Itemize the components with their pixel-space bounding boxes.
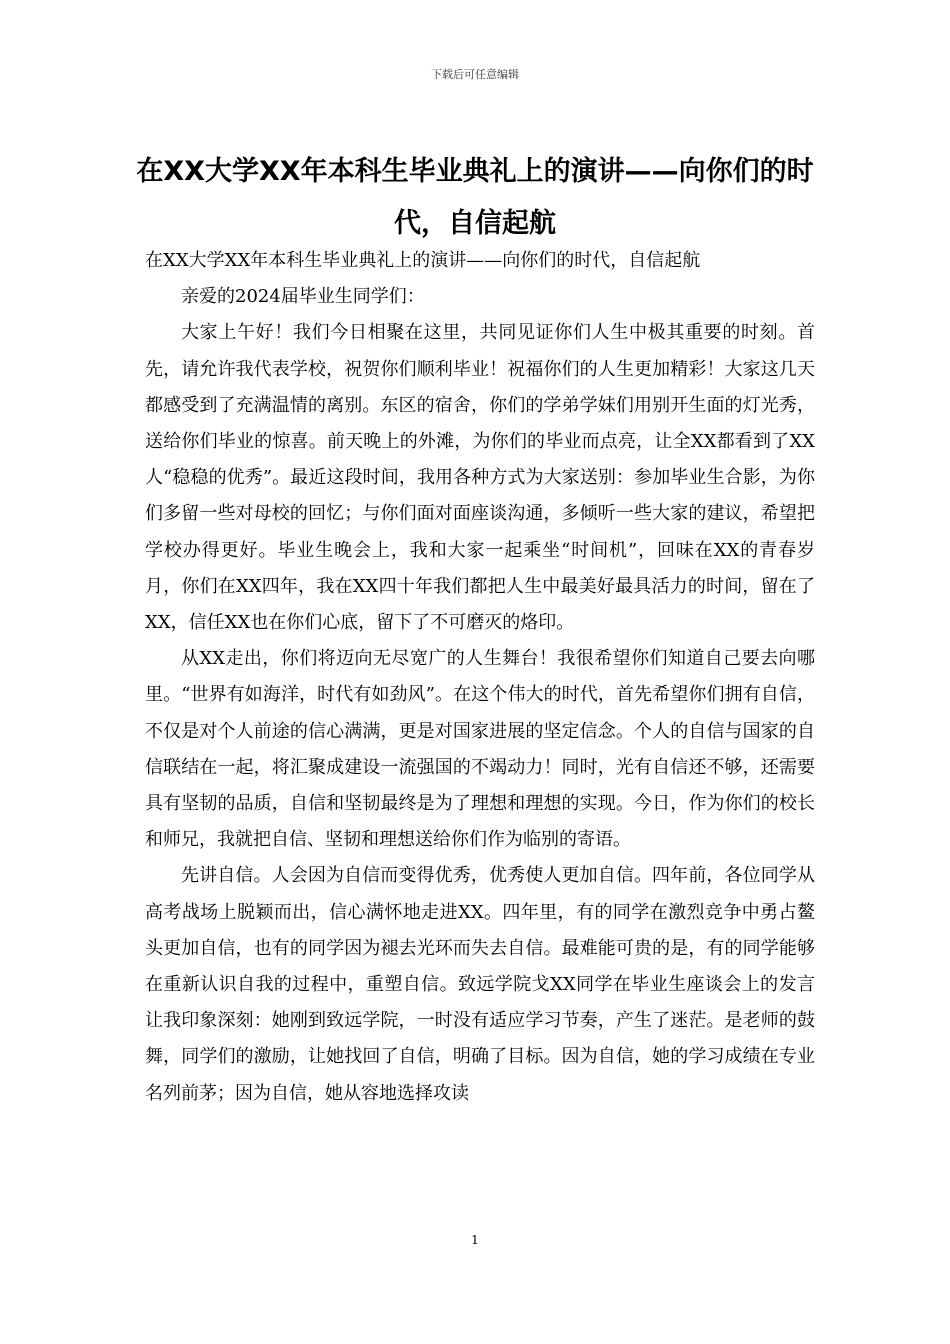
paragraph: 从XX走出，你们将迈向无尽宽广的人生舞台！我很希望你们知道自己要去向哪里。“世界有如海洋，时代有如劲风”。在这个伟大的时代，首先希望你们拥有自信，不仅是对个人前途的信心满满，更是对国家进展的坚定信念。个人的自信与国家的自信联结在一起，将汇聚成建设一流强国的不竭动力！同时，光有自信还不够，还需要具有坚韧的品质，自信和坚韧最终是为了理想和理想的实现。今日，作为你们的校长和师兄，我就把自信、坚韧和理想送给你们作为临别的寄语。 xyxy=(145,648,815,851)
paragraph: 大家上午好！我们今日相聚在这里，共同见证你们人生中极其重要的时刻。首先，请允许我代表学校，祝贺你们顺利毕业！祝福你们的人生更加精彩！大家这几天都感受到了充满温情的离别。东区的宿舍，你们的学弟学妹们用别开生面的灯光秀，送给你们毕业的惊喜。前天晚上的外滩，为你们的毕业而点亮，让全XX都看到了XX人“稳稳的优秀”。最近这段时间，我用各种方式为大家送别：参加毕业生合影，为你们多留一些对母校的回忆；与你们面对面座谈沟通，多倾听一些大家的建议，希望把学校办得更好。毕业生晚会上，我和大家一起乘坐“时间机”，回味在XX的青春岁月，你们在XX四年，我在XX四十年我们都把人生中最美好最具活力的时间，留在了XX，信任XX也在你们心底，留下了不可磨灭的烙印。 xyxy=(145,322,815,634)
page-number: 1 xyxy=(471,1233,479,1247)
subtitle-line: 在XX大学XX年本科生毕业典礼上的演讲——向你们的时代，自信起航 xyxy=(145,250,701,271)
document-title: 在XX大学XX年本科生毕业典礼上的演讲——向你们的时代，自信起航 xyxy=(136,156,814,239)
document-body xyxy=(145,243,815,1112)
paragraph: 先讲自信。人会因为自信而变得优秀，优秀使人更加自信。四年前，各位同学从高考战场上脱颖而出，信心满怀地走进XX。四年里，有的同学在激烈竞争中勇占鳌头更加自信，也有的同学因为褪去光环而失去自信。最难能可贵的是，有的同学能够在重新认识自我的过程中，重塑自信。致远学院戈XX同学在毕业生座谈会上的发言让我印象深刻：她刚到致远学院，一时没有适应学习节奏，产生了迷茫。是老师的鼓舞，同学们的激励，让她找回了自信，明确了目标。因为自信，她的学习成绩在专业名列前茅；因为自信，她从容地选择攻读 xyxy=(145,865,815,1104)
salutation: 亲爱的2024届毕业生同学们： xyxy=(181,286,425,308)
header-note: 下载后可任意编辑 xyxy=(431,68,519,81)
